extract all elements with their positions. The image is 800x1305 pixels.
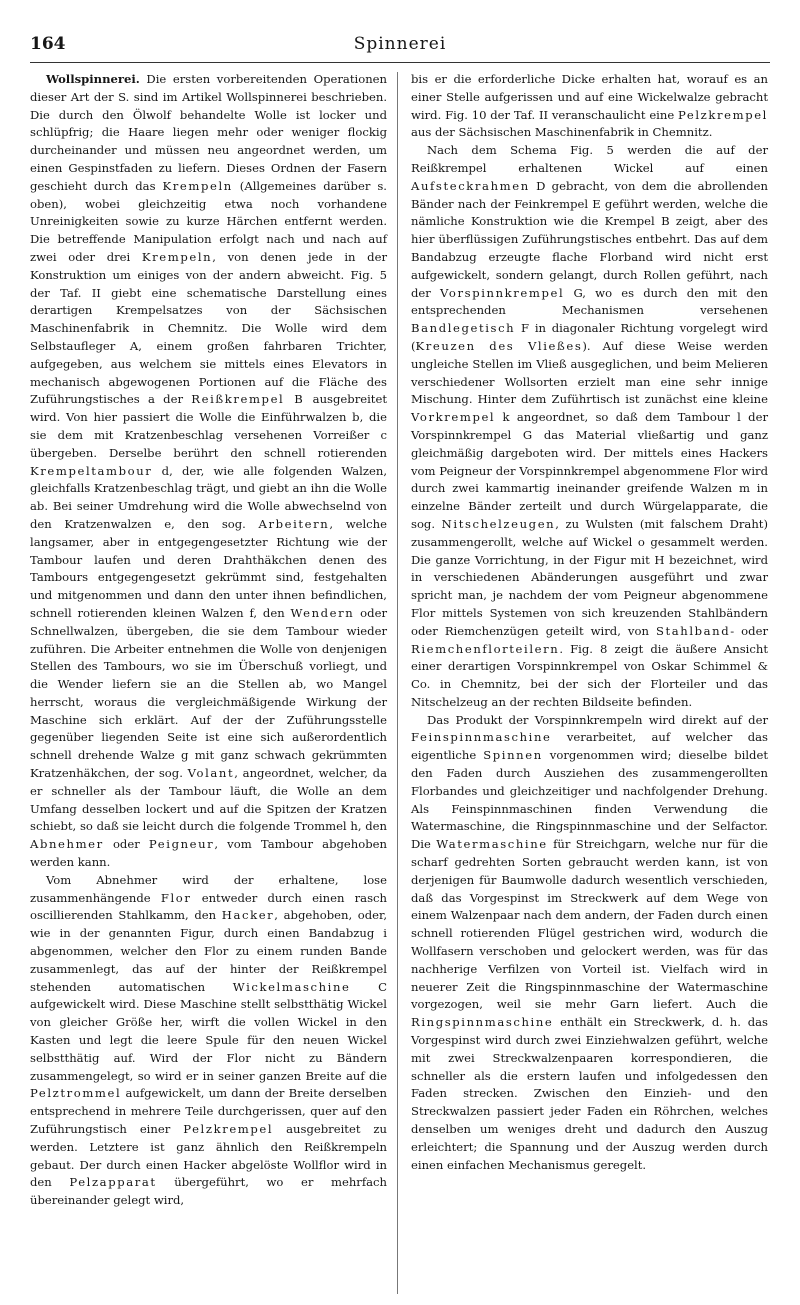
running-title: Spinnerei — [353, 34, 447, 54]
emphasized-term: Pelztrommel — [30, 1086, 122, 1101]
text-run: Das Produkt der Vorspinnkrempeln wird direkt auf der — [427, 712, 768, 727]
emphasized-term: Watermaschine — [436, 837, 548, 852]
text-run: , von denen jede in der Konstruktion um einiges von der andern abweicht. Fig. 5 der Taf. II giebt eine schematische Darstellung eines derartigen Krempelsatzes von der Sächsischen Maschinenfabrik in Chemnitz. Die Wolle wird dem Selbstaufleger A, einem großen fahrbaren Trichter, aufgegeben, aus welchem sie mittels eines Elevators in mechanisch abgewogenen Portionen auf die Fläche des Zuführungstisches a der — [30, 249, 387, 407]
text-run: C aufgewickelt wird. Diese Maschine stellt selbstthätig Wickel von gleicher Größe her, wirft die vollen Wickel in den Kasten und legt die leere Spule für den neuen Wickel selbstthätig auf. Wird der Flor nicht zu Bändern zusammengelegt, so wird er in seiner ganzen Breite auf die — [30, 979, 387, 1083]
text-run: F in diagonaler Richtung vorgelegt wird ( — [411, 321, 768, 353]
emphasized-term: Ringspinnmaschine — [411, 1015, 554, 1030]
emphasized-term: Pelzapparat — [69, 1175, 157, 1190]
text-run: , angeordnet, welcher, da er schneller als der Tambour läuft, die Wolle an dem Umfang desselben lockert und auf die Spitzen der Kratzen schiebt, so daß sie leicht durch die folgende Trommel h, den — [30, 766, 387, 834]
text-run: Vom Abnehmer wird der erhaltene, lose zusammenhängende — [30, 872, 387, 905]
text-run: entweder durch einen rasch oscillierenden Stahlkamm, den — [30, 890, 387, 923]
emphasized-term: Vorspinnkrempel — [440, 285, 565, 300]
text-run: Nach dem Schema Fig. 5 werden die auf der Reißkrempel erhaltenen Wickel auf einen — [411, 143, 768, 175]
column-divider — [397, 72, 398, 1294]
text-run: ausgebreitet zu werden. Letztere ist ganz ähnlich den Reißkrempeln gebaut. Der durch einen Hacker abgelöste Wollflor wird in den — [30, 1122, 387, 1190]
emphasized-term: Krempeln — [162, 178, 233, 193]
text-run: , vom Tambour abgehoben werden kann. — [30, 837, 387, 870]
emphasized-term: Krempeltambour — [30, 463, 153, 478]
text-run: d, der, wie alle folgenden Walzen, gleichfalls Kratzenbeschlag trägt, und giebt an ihn die Wolle ab. Bei seiner Umdrehung wird die Wolle abwechselnd von den Kratzenwalzen e, den sog. — [30, 463, 387, 531]
emphasized-term: Spinnen — [483, 748, 543, 763]
emphasized-term: Pelzkrempel — [678, 107, 768, 122]
text-run: D gebracht, von dem die abrollenden Bänder nach der Feinkrempel E geführt werden, welche die nämliche Konstruktion wie die Krempel B zeigt, aber des hier überflüssigen Zuführungstisches entbehrt. Das auf dem Bandabzug erzeugte flache Florband wird nicht erst aufgewickelt, sondern gelangt, durch Rollen geführt, nach der — [411, 178, 768, 300]
right-column — [411, 71, 768, 1174]
text-run: (Allgemeines darüber s. oben), wobei gleichzeitig etwa noch vorhandene Unreinigkeiten sowie zu kurze Härchen entfernt werden. Die betreffende Manipulation erfolgt nach und nach auf zwei oder drei — [30, 178, 387, 264]
emphasized-term: Riemchenflorteilern — [411, 641, 560, 656]
page-number: 164 — [30, 34, 66, 54]
text-run: aufgewickelt, um dann der Breite derselben entsprechend in mehrere Teile durchgerissen, quer auf den Zuführungstisch einer — [30, 1086, 387, 1137]
emphasized-term: Hacker — [221, 908, 275, 923]
text-run: k angeordnet, so daß dem Tambour l der Vorspinnkrempel G das Material vließartig und ganz gleichmäßig dargeboten wird. Der mittels eines Hackers vom Peigneur der Vorspinnkrempel abgenommene Flor wird durch zwei kammartig ineinander greifende Walzen m in einzelne Bänder zerteilt und durch Würgelapparate, die sog. — [411, 410, 768, 531]
emphasized-term: Vorkrempel — [411, 410, 496, 425]
paragraph — [411, 712, 768, 1175]
emphasized-term: Stahlband — [655, 623, 731, 638]
paragraph — [411, 142, 768, 712]
text-run: , welche langsamer, aber in entgegengesetzter Richtung wie der Tambour laufen und deren Drahthäkchen denen des Tambours entgegengesetzt gekrümmt sind, festgehalten und mitgenommen und dann den unter ihnen befindlichen, schnell rotierenden kleinen Walzen f, den — [30, 516, 388, 620]
emphasized-term: Wickelmaschine — [232, 979, 351, 994]
text-run: verarbeitet, auf welcher das eigentliche — [411, 730, 768, 763]
emphasized-term: Aufsteckrahmen — [411, 178, 530, 193]
text-run: für Streichgarn, welche nur für die scharf gedrehten Sorten gebraucht werden kann, ist von derjenigen für Baumwolle dadurch wesentlich verschieden, daß das Vorgespinst im Streckwerk auf dem Wege von einem Walzenpaar nach dem andern, der Faden durch einen schnell rotierenden Flügel gestrichen wird, wodurch die Wollfasern verschoben und gelockert werden, was für das nachherige Verfilzen von Vorteil ist. Vielfach wird in neuerer Zeit die Ringspinnmaschine der Watermaschine vorgezogen, weil sie mehr Garn liefert. Auch die — [411, 837, 768, 1012]
text-run: Die ersten vorbereitenden Operationen dieser Art der S. sind im Artikel Wollspinnerei beschrieben. Die durch den Ölwolf behandelte Wolle ist locker und schlüpfrig; die Haare liegen mehr oder weniger flockig durcheinander und müssen neu angeordnet werden, um einen Gespinstfaden zu liefern. Dieses Ordnen der Fasern geschieht durch das — [30, 72, 387, 193]
emphasized-term: Kreuzen des Vließes — [415, 338, 583, 353]
emphasized-term: Reißkrempel B — [191, 392, 305, 407]
emphasized-term: Feinspinnmaschine — [411, 730, 552, 745]
emphasized-term: Volant — [187, 766, 235, 781]
emphasized-term: Bandlegetisch — [411, 321, 516, 336]
emphasized-term: Pelzkrempel — [183, 1122, 274, 1137]
text-run: , abgehoben, oder, wie in der genannten Figur, durch einen Bandabzug i abgenommen, welcher den Flor zu einem runden Bande zusammenlegt, das auf der hinter der Reißkrempel stehenden automatischen — [30, 908, 387, 994]
page-header — [30, 34, 770, 58]
emphasized-term: Nitschelzeugen — [441, 516, 556, 531]
text-run: G, wo es durch den mit den entsprechenden Mechanismen versehenen — [411, 285, 769, 318]
emphasized-term: Peigneur — [148, 837, 215, 852]
emphasized-term: Wendern — [290, 605, 355, 620]
emphasized-term: Krempeln — [141, 249, 213, 264]
text-run: - oder — [730, 623, 768, 638]
paragraph — [411, 71, 768, 142]
header-rule — [30, 62, 770, 63]
text-run: enthält ein Streckwerk, d. h. das Vorgespinst wird durch zwei Einziehwalzen geführt, welche mit zwei Streckwalzenpaaren korrespondieren, die schneller als die erstern laufen und infolgedessen den Faden strecken. Zwischen den Einzieh- und den Streckwalzen passiert jeder Faden ein Röhrchen, welches denselben um weniges dreht und dadurch den Auszug erleichtert; die Spannung und der Auszug werden durch einen einfachen Mechanismus geregelt. — [411, 1015, 768, 1172]
text-run: oder Schnellwalzen, übergeben, die sie dem Tambour wieder zuführen. Die Arbeiter entnehmen die Wolle von denjenigen Stellen des Tambours, wo sie im Überschuß vorliegt, und die Wender liefern sie an die Stellen ab, wo Mangel herrscht, woraus die vergleichmäßigende Wirkung der Maschine sich erklärt. Auf der der Zuführungsstelle gegenüber liegenden Seite ist eine sich außerordentlich schnell drehende Walze g mit ganz schwach gekrümmten Kratzenhäkchen, der sog. — [30, 605, 387, 781]
text-run: bis er die erforderliche Dicke erhalten hat, worauf es an einer Stelle aufgerissen und auf eine Wickelwalze gebracht wird. Fig. 10 der Taf. II veranschaulicht eine — [411, 72, 768, 122]
paragraph — [30, 872, 387, 1210]
text-run: vorgenommen wird; dieselbe bildet den Faden durch Ausziehen des zusammengerollten Florbandes und gleichzeitiger und nachfolgender Drehung. Als Feinspinnmaschinen finden Verwendung die Watermaschine, die Ringspinnmaschine und der Selfactor. Die — [411, 748, 769, 852]
text-run: aus der Sächsischen Maschinenfabrik in Chemnitz. — [411, 125, 713, 140]
text-run: . Fig. 8 zeigt die äußere Ansicht einer derartigen Vorspinnkrempel von Oskar Schimmel & Co. in Chemnitz, bei der sich der Florteiler und das Nitschelzeug an der rechten Bildseite befinden. — [411, 641, 768, 709]
section-heading: Wollspinnerei. — [46, 72, 140, 86]
text-run: ). Auf diese Weise werden ungleiche Stellen im Vließ ausgeglichen, und beim Melieren verschiedener Wollsorten erzielt man eine sehr innige Mischung. Hinter dem Zuführtisch ist zunächst eine kleine — [411, 338, 768, 407]
emphasized-term: Flor — [160, 890, 192, 905]
emphasized-term: Arbeitern — [258, 516, 330, 531]
left-column — [30, 71, 387, 1210]
text-run: oder — [103, 837, 149, 852]
paragraph — [30, 71, 387, 872]
text-run: übergeführt, wo er mehrfach übereinander gelegt wird, — [30, 1175, 387, 1208]
text-run: ausgebreitet wird. Von hier passiert die Wolle die Einführwalzen b, die sie dem mit Kratzenbeschlag versehenen Vorreißer c übergeben. Derselbe berührt den schnell rotierenden — [30, 392, 387, 460]
text-run: , zu Wulsten (mit falschem Draht) zusammengerollt, welche auf Wickel o gesammelt werden. Die ganze Vorrichtung, in der Figur mit H bezeichnet, wird in verschiedenen Abänderungen ausgeführt und zwar spricht man, je nachdem der vom Peigneur abgenommene Flor mittels Systemen von sich kreuzenden Stahlbändern oder Riemchenzügen geteilt wird, von — [411, 516, 768, 638]
emphasized-term: Abnehmer — [30, 837, 104, 852]
